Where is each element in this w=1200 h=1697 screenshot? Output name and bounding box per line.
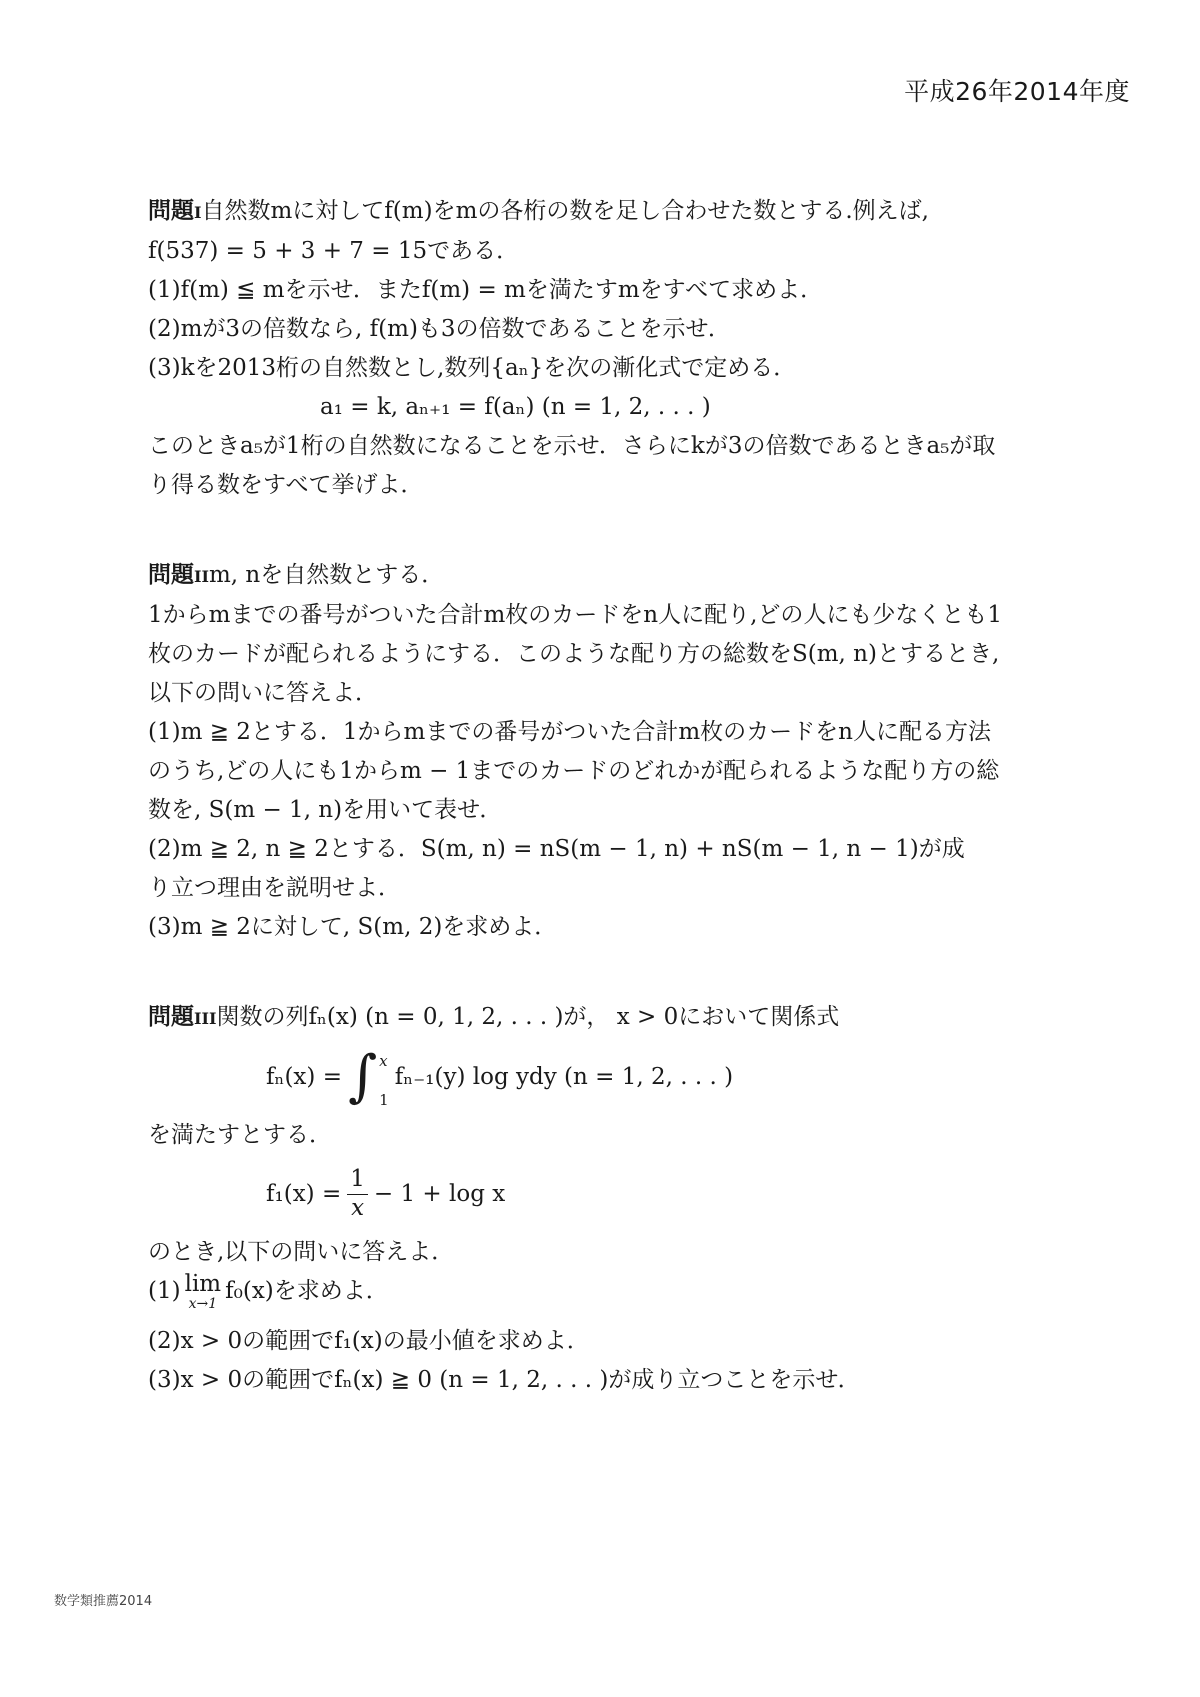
problem-3-question-1 bbox=[148, 1272, 1078, 1322]
problem-3-eq2-lhs: f₁(x) = bbox=[266, 1180, 342, 1207]
problem-1-question-3-cont-1: このときa₅が1桁の自然数になることを示せ．さらにkが3の倍数であるときa₅が取 bbox=[148, 433, 996, 459]
problem-2-question-2b: り立つ理由を説明せよ． bbox=[148, 875, 401, 901]
problem-3-title: 問題 bbox=[148, 1004, 194, 1030]
problem-3-f1-equation bbox=[148, 1155, 1078, 1233]
problem-3-then-line: のとき,以下の問いに答えよ． bbox=[148, 1239, 455, 1265]
problem-2-text-1: 1からmまでの番号がついた合計m枚のカードをn人に配り,どの人にも少なくとも1 bbox=[148, 602, 1003, 628]
problem-2-text-3: 以下の問いに答えよ． bbox=[148, 680, 378, 706]
integral-sign bbox=[348, 1042, 389, 1112]
problem-1-question-2: (2)mが3の倍数なら, f(m)も3の倍数であることを示せ． bbox=[148, 316, 731, 342]
problem-1-intro-line bbox=[148, 192, 1078, 232]
problem-3-question-2: (2)x > 0の範囲でf₁(x)の最小値を求めよ． bbox=[148, 1328, 590, 1354]
problem-3-eq1-body: fₙ₋₁(y) log ydy (n = 1, 2, . . . ) bbox=[394, 1063, 734, 1090]
problem-2-title: 問題 bbox=[148, 562, 194, 588]
problem-3-satisfy-line: を満たすとする． bbox=[148, 1122, 332, 1148]
integral-lower-limit: 1 bbox=[379, 1091, 389, 1109]
limit-operator: lim bbox=[184, 1271, 222, 1297]
problem-1-question-3-cont-2: り得る数をすべて挙げよ． bbox=[148, 472, 424, 498]
problem-1-question-1: (1)f(m) ≦ mを示せ．またf(m) = mを満たすmをすべて求めよ． bbox=[148, 277, 824, 303]
integral-limits bbox=[379, 1042, 389, 1112]
limit-expression bbox=[185, 1272, 222, 1313]
problem-3-integral-equation bbox=[148, 1038, 1078, 1116]
problem-2-numeral: II bbox=[194, 567, 209, 586]
problem-3 bbox=[148, 998, 1078, 1400]
problem-1-example: f(537) = 5 + 3 + 7 = 15である． bbox=[148, 238, 520, 264]
problem-3-numeral: III bbox=[194, 1009, 217, 1028]
fraction-numerator: 1 bbox=[347, 1166, 368, 1195]
problem-2-question-3: (3)m ≧ 2に対して, S(m, 2)を求めよ． bbox=[148, 914, 558, 940]
problem-3-intro: 関数の列fₙ(x) (n = 0, 1, 2, . . . )が， x > 0において関係式 bbox=[216, 1004, 840, 1030]
problem-1-intro: 自然数mに対してf(m)をmの各桁の数を足し合わせた数とする.例えば, bbox=[201, 198, 929, 224]
problem-3-question-3: (3)x > 0の範囲でfₙ(x) ≧ 0 (n = 1, 2, . . . )が成り立つことを示せ． bbox=[148, 1367, 861, 1393]
problem-2-intro: m, nを自然数とする． bbox=[208, 562, 445, 588]
problem-2 bbox=[148, 556, 1078, 947]
problem-2-question-1b: のうち,どの人にも1からm − 1までのカードのどれかが配られるような配り方の総 bbox=[148, 758, 1000, 784]
problem-2-text-2: 枚のカードが配られるようにする．このような配り方の総数をS(m, n)とするとき, bbox=[148, 641, 1000, 667]
integral-upper-limit: x bbox=[379, 1052, 388, 1070]
problem-3-q1-text: f₀(x)を求めよ． bbox=[225, 1278, 389, 1304]
problem-1-numeral: I bbox=[194, 203, 202, 222]
page-footer: 数学類推薦2014 bbox=[54, 1594, 153, 1609]
problem-2-intro-line bbox=[148, 556, 1078, 596]
fraction bbox=[347, 1166, 368, 1222]
integral-icon: ∫ bbox=[347, 1044, 378, 1109]
problem-1-question-3: (3)kを2013桁の自然数とし,数列{aₙ}を次の漸化式で定める． bbox=[148, 355, 797, 381]
page-header-year: 平成26年2014年度 bbox=[904, 77, 1130, 106]
problem-1-title: 問題 bbox=[148, 198, 194, 224]
problem-3-eq2-rest: − 1 + log x bbox=[373, 1180, 506, 1207]
problem-1 bbox=[148, 192, 1078, 505]
problem-3-intro-line bbox=[148, 998, 1078, 1038]
problem-2-question-2a: (2)m ≧ 2, n ≧ 2とする．S(m, n) = nS(m − 1, n) + nS(m − 1, n − 1)が成 bbox=[148, 836, 965, 862]
problem-1-recurrence: a₁ = k, aₙ₊₁ = f(aₙ) (n = 1, 2, . . . ) bbox=[320, 394, 711, 420]
limit-subscript: x→1 bbox=[188, 1296, 218, 1313]
problem-3-q1-label: (1) bbox=[148, 1278, 181, 1304]
problem-3-eq1-lhs: fₙ(x) = bbox=[266, 1063, 342, 1090]
fraction-denominator: x bbox=[351, 1194, 365, 1221]
problem-2-question-1c: 数を, S(m − 1, n)を用いて表せ． bbox=[148, 797, 503, 823]
problem-2-question-1a: (1)m ≧ 2とする．1からmまでの番号がついた合計m枚のカードをn人に配る方法 bbox=[148, 719, 991, 745]
